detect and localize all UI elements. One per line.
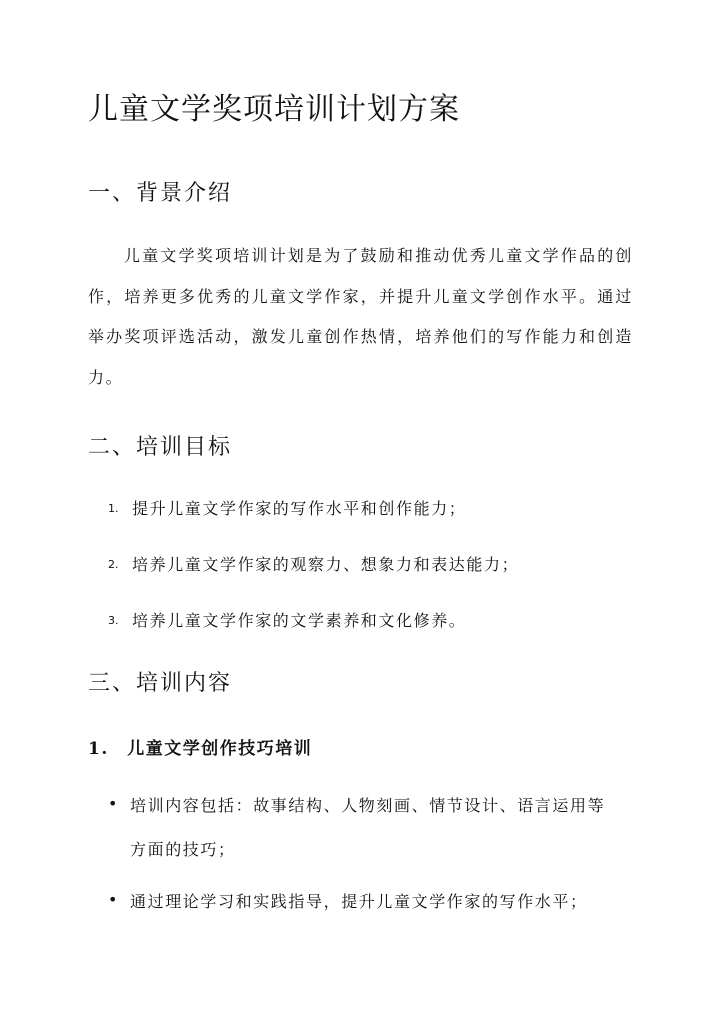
list-item-text: 培训内容包括：故事结构、人物刻画、情节设计、语言运用等方面的技巧； [130, 796, 606, 859]
document-title: 儿童文学奖项培训计划方案 [88, 92, 460, 127]
background-paragraph: 儿童文学奖项培训计划是为了鼓励和推动优秀儿童文学作品的创作，培养更多优秀的儿童文学作家，并提升儿童文学创作水平。通过举办奖项评选活动，激发儿童创作热情，培养他们的写作能力和创造力。 [88, 246, 633, 387]
list-item-text: 培养儿童文学作家的观察力、想象力和表达能力； [132, 555, 520, 574]
goals-list [108, 496, 519, 664]
list-item [108, 552, 519, 608]
bullet-icon: • [108, 890, 120, 909]
list-item-number: 1. [108, 502, 119, 515]
list-item-text: 培养儿童文学作家的文学素养和文化修养。 [132, 611, 467, 630]
list-item [108, 784, 628, 872]
list-item [108, 608, 519, 664]
section-heading-goals: 二、培训目标 [88, 435, 233, 460]
list-item [108, 880, 628, 924]
list-item-text: 提升儿童文学作家的写作水平和创作能力； [132, 499, 467, 518]
content-bullet-list-2 [108, 880, 628, 924]
list-item-number: 3. [108, 614, 119, 627]
list-item-text: 通过理论学习和实践指导，提升儿童文学作家的写作水平； [130, 892, 588, 911]
subsection-heading-creative-skills: 1. 儿童文学创作技巧培训 [88, 739, 313, 759]
section-heading-content: 三、培训内容 [88, 671, 233, 696]
list-item [108, 496, 519, 552]
list-item-number: 2. [108, 558, 119, 571]
bullet-icon: • [108, 794, 120, 813]
section-heading-background: 一、背景介绍 [88, 181, 233, 206]
content-bullet-list [108, 784, 628, 872]
